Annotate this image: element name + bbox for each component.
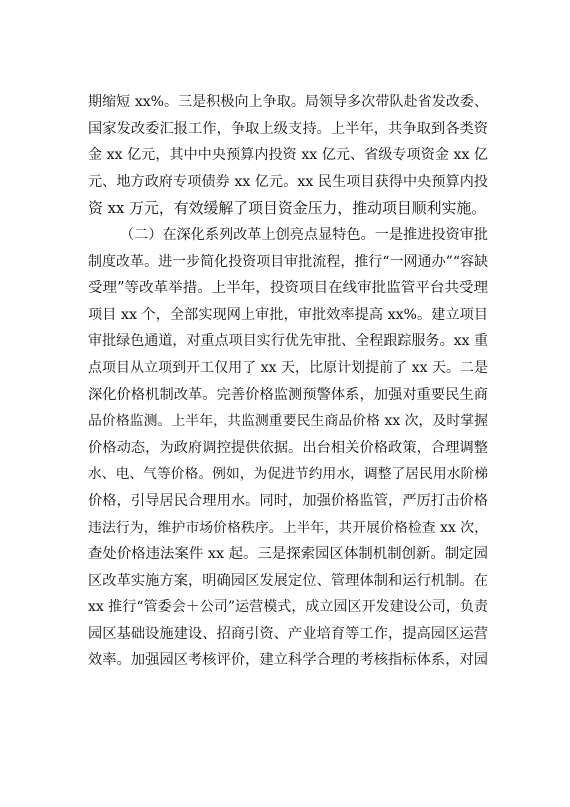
text-line: 价格，引导居民合理用水。同时，加强价格监管，严厉打击价格 [88, 492, 488, 509]
text-line: 水、电、气等价格。例如，为促进节约用水，调整了居民用水阶梯 [88, 466, 488, 483]
text-line: 违法行为，维护市场价格秩序。上半年，共开展价格检查 xx 次， [88, 519, 488, 536]
text-line: 国家发改委汇报工作，争取上级支持。上半年，共争取到各类资 [88, 120, 488, 137]
text-line: 品价格监测。上半年，共监测重要民生商品价格 xx 次，及时掌握 [88, 413, 488, 430]
text-line: 元、地方政府专项债券 xx 亿元。xx 民生项目获得中央预算内投 [88, 173, 488, 190]
section-heading-line: （二）在深化系列改革上创亮点显特色。一是推进投资审批 [120, 226, 488, 243]
body-text [88, 89, 488, 674]
text-line: 资 xx 万元，有效缓解了项目资金压力，推动项目顺利实施。 [88, 199, 487, 218]
text-line: 效率。加强园区考核评价，建立科学合理的考核指标体系，对园 [88, 652, 488, 669]
text-line: 制度改革。进一步简化投资项目审批流程，推行“一网通办”“容缺 [88, 253, 488, 270]
text-line: xx 推行“管委会＋公司”运营模式，成立园区开发建设公司，负责 [88, 599, 488, 616]
text-line: 园区基础设施建设、招商引资、产业培育等工作，提高园区运营 [88, 625, 488, 642]
text-line: 价格动态，为政府调控提供依据。出台相关价格政策，合理调整 [88, 439, 488, 456]
text-line: 点项目从立项到开工仅用了 xx 天，比原计划提前了 xx 天。二是 [88, 359, 488, 376]
text-line: 项目 xx 个，全部实现网上审批，审批效率提高 xx%。建立项目 [88, 306, 488, 323]
text-line: 区改革实施方案，明确园区发展定位、管理体制和运行机制。在 [88, 572, 488, 589]
text-line: 审批绿色通道，对重点项目实行优先审批、全程跟踪服务。xx 重 [88, 333, 488, 350]
text-line: 期缩短 xx%。三是积极向上争取。局领导多次带队赴省发改委、 [88, 94, 488, 110]
text-line: 查处价格违法案件 xx 起。三是探索园区体制机制创新。制定园 [88, 546, 488, 563]
text-line: 深化价格机制改革。完善价格监测预警体系，加强对重要民生商 [88, 386, 488, 403]
text-line: 金 xx 亿元，其中中央预算内投资 xx 亿元、省级专项资金 xx 亿 [88, 147, 488, 164]
text-line: 受理”等改革举措。上半年，投资项目在线审批监管平台共受理 [88, 280, 488, 297]
